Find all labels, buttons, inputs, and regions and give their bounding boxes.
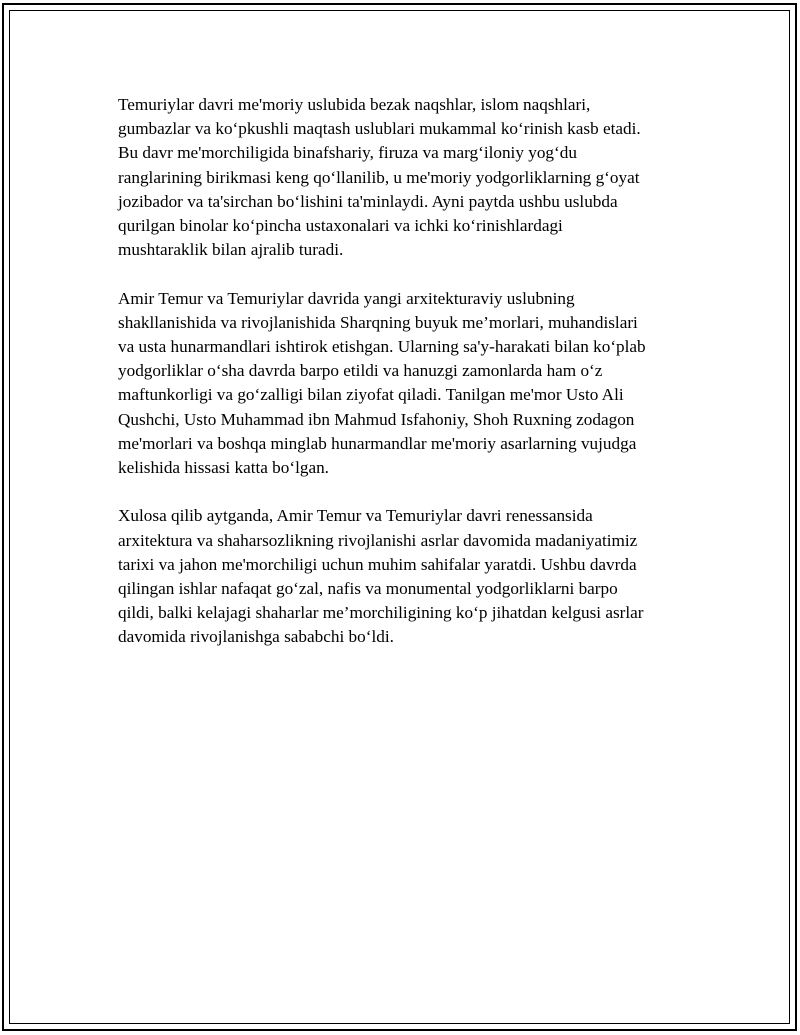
text-line: yodgorliklar o‘sha davrda barpo etildi va hanuzgi zamonlarda ham o‘z [118,361,603,381]
text-line: va usta hunarmandlari ishtirok etishgan. Ularning sa'y-harakati bilan ko‘plab [118,337,646,357]
text-line: tarixi va jahon me'morchiligi uchun muhim sahifalar yaratdi. Ushbu davrda [118,554,637,574]
text-line: mushtaraklik bilan ajralib turadi. [118,240,344,260]
text-line: kelishida hissasi katta bo‘lgan. [118,458,329,478]
text-line: Temuriylar davri me'moriy uslubida bezak naqshlar, islom naqshlari, [118,95,591,114]
text-line: Bu davr me'morchiligida binafshariy, firuza va marg‘iloniy yog‘du [118,143,577,163]
paragraph-2 [118,287,698,481]
text-line: maftunkorligi va go‘zalligi bilan ziyofat qiladi. Tanilgan me'mor Usto Ali [118,385,624,405]
text-line: jozibador va ta'sirchan bo‘lishini ta'minlaydi. Ayni paytda ushbu uslubda [118,191,618,211]
text-line: davomida rivojlanishga sababchi bo‘ldi. [118,627,394,647]
text-line: Xulosa qilib aytganda, Amir Temur va Temuriylar davri renessansida [118,506,593,526]
text-line: qurilgan binolar ko‘pincha ustaxonalari va ichki ko‘rinishlardagi [118,216,563,236]
text-line: qilingan ishlar nafaqat go‘zal, nafis va monumental yodgorliklarni barpo [118,579,618,599]
text-line: arxitektura va shaharsozlikning rivojlanishi asrlar davomida madaniyatimiz [118,530,638,550]
paragraph-3 [118,504,698,649]
text-line: Amir Temur va Temuriylar davrida yangi arxitekturaviy uslubning [118,288,575,308]
text-line: gumbazlar va ko‘pkushli maqtash uslublari mukammal ko‘rinish kasb etadi. [118,119,641,139]
text-line: ranglarining birikmasi keng qo‘llanilib, u me'moriy yodgorliklarning g‘oyat [118,167,640,187]
paragraph-1 [118,93,698,262]
text-line: shakllanishida va rivojlanishida Sharqning buyuk me’morlari, muhandislari [118,312,638,332]
text-line: me'morlari va boshqa minglab hunarmandlar me'moriy asarlarning vujudga [118,433,637,453]
text-line: Qushchi, Usto Muhammad ibn Mahmud Isfahoniy, Shoh Ruxning zodagon [118,409,635,429]
text-line: qildi, balki kelajagi shaharlar me’morchiligining ko‘p jihatdan kelgusi asrlar [118,603,644,623]
document-body [118,93,698,674]
